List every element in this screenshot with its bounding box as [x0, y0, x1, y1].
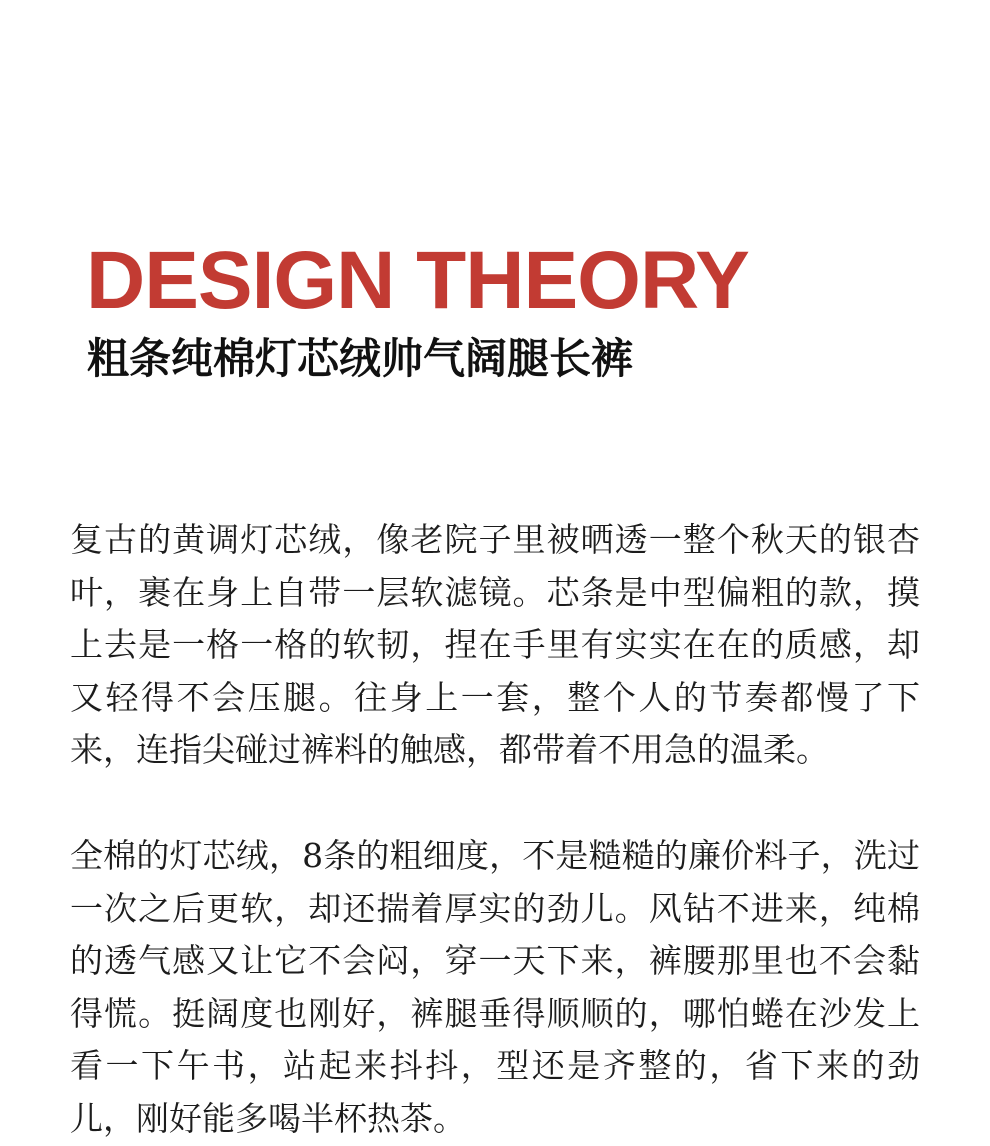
design-theory-title: DESIGN THEORY	[86, 235, 749, 326]
product-name-subtitle: 粗条纯棉灯芯绒帅气阔腿长裤	[87, 334, 634, 383]
description-paragraph-1: 复古的黄调灯芯绒，像老院子里被晒透一整个秋天的银杏叶，裹在身上自带一层软滤镜。芯条是中型偏粗的款，摸上去是一格一格的软韧，捏在手里有实实在在的质感，却又轻得不会压腿。往身上一套，整个人的节奏都慢了下来，连指尖碰过裤料的触感，都带着不用急的温柔。	[70, 520, 920, 769]
description-paragraph-2: 全棉的灯芯绒，8条的粗细度，不是糙糙的廉价料子，洗过一次之后更软，却还揣着厚实的劲儿。风钻不进来，纯棉的透气感又让它不会闷，穿一天下来，裤腰那里也不会黏得慌。挺阔度也刚好，裤腿垂得顺顺的，哪怕蜷在沙发上看一下午书，站起来抖抖，型还是齐整的，省下来的劲儿，刚好能多喝半杯热茶。	[70, 836, 920, 1138]
